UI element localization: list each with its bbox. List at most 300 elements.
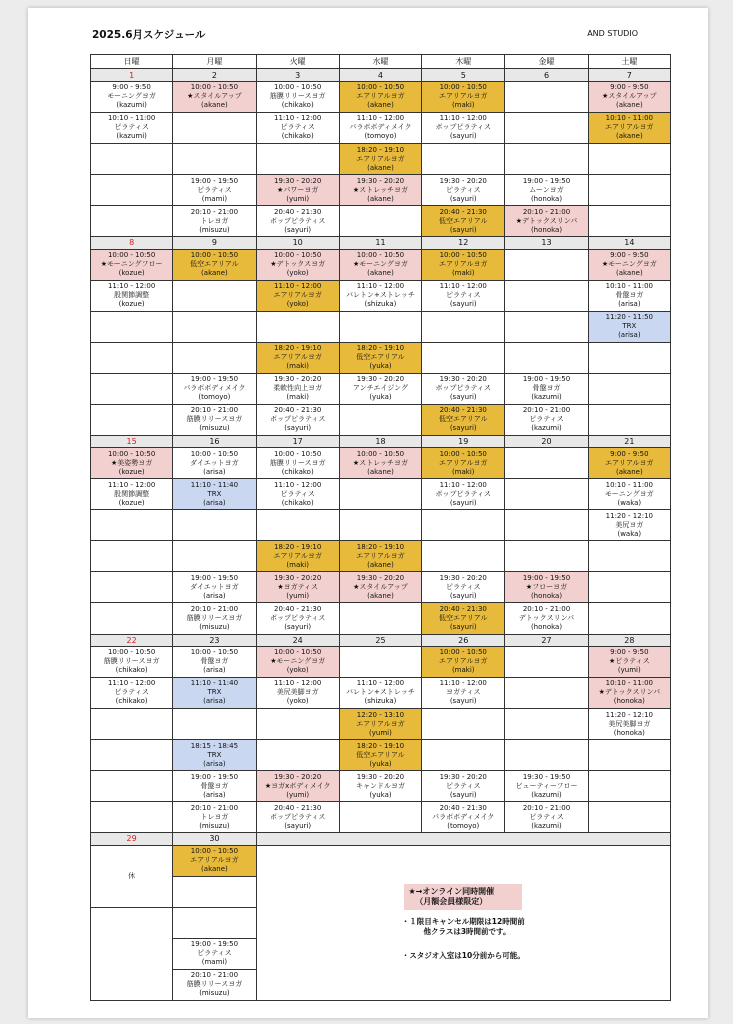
class-cell — [173, 175, 256, 206]
class-cell — [91, 81, 173, 112]
class-cell — [91, 404, 173, 435]
instructor-name: (yumi) — [286, 591, 310, 600]
class-name: ピラティス — [446, 291, 481, 300]
date-row — [91, 435, 671, 447]
class-cell — [339, 646, 421, 677]
class-time: 19:00 - 19:50 — [190, 940, 239, 949]
class-name: 美尻ヨガ — [615, 520, 644, 529]
instructor-name: (arisa) — [618, 300, 641, 309]
instructor-name: (tomoyo) — [364, 132, 397, 141]
class-cell — [505, 802, 588, 833]
online-note-line: ★→オンライン同時開催 — [408, 887, 495, 897]
class-cell — [588, 479, 670, 510]
online-note-line: （月額会員様限定） — [415, 897, 488, 907]
class-time: 10:00 - 10:50 — [356, 83, 405, 92]
entry-note-line: ・スタジオ入室は10分前から可能。 — [401, 951, 525, 961]
weekday-header: 水曜 — [339, 55, 421, 69]
instructor-name: (sayuri) — [449, 194, 477, 203]
class-time: 20:40 - 21:30 — [439, 207, 487, 216]
class-time: 18:20 - 19:10 — [356, 542, 405, 551]
instructor-name: (maki) — [451, 666, 475, 675]
instructor-name: (tomoyo) — [198, 393, 231, 402]
weekday-header: 土曜 — [588, 55, 670, 69]
class-name: ボップピラティス — [435, 384, 491, 393]
class-cell — [588, 677, 670, 708]
class-cell — [256, 479, 339, 510]
class-time: 19:00 - 19:50 — [190, 375, 239, 384]
class-cell — [339, 709, 421, 740]
class-time: 20:10 - 21:00 — [522, 604, 571, 613]
class-name: ★スタイルアップ — [602, 92, 657, 101]
class-row — [91, 404, 671, 435]
date-cell: 28 — [588, 634, 670, 646]
class-cell — [256, 603, 339, 634]
class-name: パラボボディメイク — [183, 384, 246, 393]
class-cell — [422, 740, 505, 771]
class-cell — [422, 677, 505, 708]
schedule-page — [28, 8, 708, 1018]
class-time: 10:00 - 10:50 — [439, 251, 487, 260]
instructor-name: (yoko) — [286, 300, 309, 309]
instructor-name: (misuzu) — [199, 989, 230, 998]
class-cell — [173, 677, 256, 708]
class-time: 19:30 - 20:20 — [439, 375, 487, 384]
class-name: TRX — [207, 688, 222, 697]
class-row — [91, 206, 671, 237]
class-name: エアリアルヨガ — [605, 458, 654, 467]
class-name: ボップピラティス — [435, 123, 491, 132]
instructor-name: (chikako) — [281, 132, 314, 141]
class-name: ダイエットヨガ — [190, 458, 239, 467]
class-name: ★モーニングヨガ — [601, 260, 657, 269]
class-cell — [173, 969, 256, 1000]
instructor-name: (akane) — [367, 560, 394, 569]
class-cell — [422, 249, 505, 280]
class-cell — [339, 206, 421, 237]
instructor-name: (akane) — [367, 194, 394, 203]
instructor-name: (chikako) — [281, 101, 314, 110]
class-time: 11:20 - 11:50 — [605, 313, 653, 322]
instructor-name: (kozue) — [118, 269, 145, 278]
class-time: 18:15 - 18:45 — [190, 741, 239, 750]
class-cell — [256, 280, 339, 311]
class-cell — [256, 771, 339, 802]
class-name: 筋膜リリースヨガ — [269, 92, 326, 101]
class-row — [91, 448, 671, 479]
class-name: TRX — [207, 489, 222, 498]
date-cell: 11 — [339, 237, 421, 249]
date-cell: 30 — [173, 833, 256, 845]
class-cell — [339, 572, 421, 603]
instructor-name: (sayuri) — [449, 424, 477, 433]
class-name: 筋膜リリースヨガ — [186, 415, 243, 424]
class-time: 11:10 - 12:00 — [439, 282, 487, 291]
class-cell — [91, 175, 173, 206]
instructor-name: (honoka) — [530, 194, 563, 203]
studio-name: AND STUDIO — [587, 29, 638, 38]
class-cell — [173, 510, 256, 541]
weekday-header: 木曜 — [422, 55, 505, 69]
class-name: ビューティーフロー — [515, 781, 578, 790]
class-row — [91, 373, 671, 404]
instructor-name: (yumi) — [286, 790, 310, 799]
class-time: 19:00 - 19:50 — [522, 573, 571, 582]
instructor-name: (akane) — [367, 591, 394, 600]
class-row — [91, 603, 671, 634]
instructor-name: (sayuri) — [449, 790, 477, 799]
class-cell — [505, 709, 588, 740]
class-cell — [256, 572, 339, 603]
date-cell: 2 — [173, 69, 256, 81]
date-cell: 9 — [173, 237, 256, 249]
class-time: 11:10 - 11:40 — [190, 480, 239, 489]
class-cell — [505, 646, 588, 677]
date-cell: 8 — [91, 237, 173, 249]
instructor-name: (yuka) — [369, 393, 392, 402]
date-cell: 26 — [422, 634, 505, 646]
class-time: 10:00 - 10:50 — [107, 449, 156, 458]
date-cell: 16 — [173, 435, 256, 447]
class-cell — [422, 311, 505, 342]
class-name: エアリアルヨガ — [605, 123, 654, 132]
class-cell — [173, 373, 256, 404]
class-cell — [173, 845, 256, 876]
instructor-name: (sayuri) — [449, 591, 477, 600]
class-name: ピラティス — [529, 812, 564, 821]
class-name: エアリアルヨガ — [356, 719, 405, 728]
class-cell — [422, 143, 505, 174]
class-cell — [173, 938, 256, 969]
class-cell — [256, 112, 339, 143]
class-cell — [588, 112, 670, 143]
class-cell — [91, 311, 173, 342]
class-time: 11:10 - 12:00 — [356, 679, 405, 688]
class-cell — [505, 541, 588, 572]
class-cell — [505, 280, 588, 311]
class-cell — [339, 510, 421, 541]
class-name: 骨盤ヨガ — [200, 781, 229, 790]
class-name: 低空エアリアル — [356, 353, 405, 362]
instructor-name: (kozue) — [118, 467, 145, 476]
instructor-name: (arisa) — [203, 759, 226, 768]
class-time: 20:10 - 21:00 — [522, 207, 571, 216]
instructor-name: (tomoyo) — [447, 821, 480, 830]
class-name: ★美姿勢ヨガ — [110, 458, 153, 467]
class-cell — [173, 876, 256, 907]
instructor-name: (akane) — [367, 101, 394, 110]
instructor-name: (akane) — [367, 467, 394, 476]
class-name: エアリアルヨガ — [273, 551, 322, 560]
class-name: TRX — [207, 750, 222, 759]
class-row — [91, 311, 671, 342]
class-time: 10:10 - 11:00 — [605, 480, 653, 489]
class-name: ピラティス — [446, 185, 481, 194]
class-row — [91, 280, 671, 311]
class-time: 20:10 - 21:00 — [190, 971, 239, 980]
class-time: 18:20 - 19:10 — [356, 741, 405, 750]
class-name: 美尻美脚ヨガ — [276, 688, 319, 697]
class-name: ★モーニングヨガ — [270, 657, 326, 666]
class-name: ボップピラティス — [269, 613, 326, 622]
class-name: ムーンヨガ — [529, 185, 564, 194]
instructor-name: (sayuri) — [449, 132, 477, 141]
instructor-name: (kazumi) — [116, 132, 147, 141]
instructor-name: (kazumi) — [531, 393, 562, 402]
date-cell: 14 — [588, 237, 670, 249]
class-time: 12:20 - 13:10 — [356, 710, 405, 719]
instructor-name: (maki) — [451, 467, 475, 476]
class-cell — [256, 448, 339, 479]
class-cell — [173, 249, 256, 280]
instructor-name: (kozue) — [118, 498, 145, 507]
class-cell — [588, 143, 670, 174]
class-cell — [588, 81, 670, 112]
instructor-name: (sayuri) — [449, 498, 477, 507]
class-cell — [256, 373, 339, 404]
class-time: 10:00 - 10:50 — [274, 251, 322, 260]
class-name: キャンドルヨガ — [355, 781, 405, 790]
class-cell — [256, 311, 339, 342]
class-row — [91, 740, 671, 771]
instructor-name: (yuka) — [369, 362, 392, 371]
class-cell — [256, 404, 339, 435]
instructor-name: (kazumi) — [531, 821, 562, 830]
instructor-name: (yumi) — [286, 194, 310, 203]
instructor-name: (sayuri) — [449, 622, 477, 631]
date-cell: 22 — [91, 634, 173, 646]
class-cell — [173, 404, 256, 435]
class-name: エアリアルヨガ — [356, 154, 405, 163]
class-time: 20:10 - 21:00 — [522, 406, 571, 415]
class-name: エアリアルヨガ — [356, 551, 405, 560]
class-time: 10:00 - 10:50 — [356, 251, 405, 260]
class-time: 19:30 - 20:20 — [356, 375, 405, 384]
class-cell — [256, 175, 339, 206]
instructor-name: (sayuri) — [449, 697, 477, 706]
class-time: 20:10 - 21:00 — [190, 604, 239, 613]
class-cell — [173, 541, 256, 572]
date-cell: 1 — [91, 69, 173, 81]
class-name: ★ヨガxボディメイク — [264, 781, 331, 790]
instructor-name: (akane) — [201, 865, 228, 874]
class-name: ★フローヨガ — [525, 582, 568, 591]
date-cell: 6 — [505, 69, 588, 81]
date-cell: 7 — [588, 69, 670, 81]
class-cell — [588, 373, 670, 404]
class-name: モーニングヨガ — [107, 92, 156, 101]
class-time: 20:40 - 21:30 — [439, 406, 487, 415]
instructor-name: (maki) — [451, 101, 475, 110]
class-name: 低空エアリアル — [190, 260, 239, 269]
class-name: ★モーニングフロー — [100, 260, 163, 269]
weekday-header-row — [91, 55, 671, 69]
class-time: 20:40 - 21:30 — [274, 604, 322, 613]
class-name: ピラティス — [197, 185, 232, 194]
class-name: ヨガティス — [446, 688, 481, 697]
class-row — [91, 479, 671, 510]
class-cell — [339, 404, 421, 435]
instructor-name: (kozue) — [118, 300, 145, 309]
class-cell — [256, 541, 339, 572]
class-cell — [173, 572, 256, 603]
class-cell — [256, 677, 339, 708]
instructor-name: (maki) — [286, 560, 309, 569]
class-time: 11:10 - 12:00 — [439, 114, 487, 123]
class-cell — [339, 740, 421, 771]
instructor-name: (chikako) — [115, 666, 148, 675]
class-time: 19:30 - 20:20 — [274, 573, 322, 582]
class-cell — [505, 603, 588, 634]
class-cell — [91, 280, 173, 311]
class-cell — [588, 603, 670, 634]
instructor-name: (chikako) — [281, 467, 314, 476]
class-cell — [173, 448, 256, 479]
date-cell: 18 — [339, 435, 421, 447]
class-time: 10:00 - 10:50 — [274, 648, 322, 657]
instructor-name: (waka) — [617, 498, 642, 507]
class-cell — [422, 404, 505, 435]
class-row — [91, 249, 671, 280]
class-row — [91, 709, 671, 740]
class-cell — [91, 802, 173, 833]
class-cell — [422, 280, 505, 311]
class-cell — [588, 771, 670, 802]
class-name: ★デトックスリンパ — [515, 216, 578, 225]
class-time: 19:30 - 20:20 — [274, 176, 322, 185]
instructor-name: (arisa) — [203, 498, 226, 507]
class-time: 11:10 - 12:00 — [107, 282, 156, 291]
class-name: ボップピラティス — [269, 216, 326, 225]
date-cell: 20 — [505, 435, 588, 447]
class-cell — [339, 373, 421, 404]
instructor-name: (maki) — [451, 269, 475, 278]
class-cell — [588, 572, 670, 603]
class-cell — [91, 709, 173, 740]
class-cell — [505, 740, 588, 771]
class-name: ★デトックスヨガ — [270, 260, 326, 269]
class-cell — [588, 740, 670, 771]
instructor-name: (sayuri) — [449, 225, 477, 234]
class-row — [91, 510, 671, 541]
class-cell — [588, 206, 670, 237]
class-name: 股関節調整 — [114, 489, 150, 498]
class-time: 19:30 - 19:50 — [522, 772, 571, 781]
class-time: 19:30 - 20:20 — [439, 772, 487, 781]
class-time: 20:40 - 21:30 — [274, 207, 322, 216]
class-time: 19:00 - 19:50 — [522, 375, 571, 384]
class-row — [91, 342, 671, 373]
page-title: 2025.6月スケジュール — [92, 29, 206, 41]
class-time: 20:40 - 21:30 — [439, 604, 487, 613]
instructor-name: (chikako) — [281, 498, 314, 507]
class-cell — [422, 81, 505, 112]
class-cell — [588, 249, 670, 280]
notes-cell — [256, 845, 670, 1000]
class-cell — [339, 603, 421, 634]
class-row — [91, 771, 671, 802]
instructor-name: (honoka) — [530, 225, 563, 234]
sunday-empty-cell — [91, 907, 173, 1000]
instructor-name: (akane) — [615, 467, 643, 476]
class-name: エアリアルヨガ — [273, 353, 322, 362]
date-row-blank — [256, 833, 670, 845]
class-name: 低空エアリアル — [356, 750, 405, 759]
class-cell — [91, 249, 173, 280]
instructor-name: (akane) — [367, 269, 394, 278]
class-time: 11:10 - 12:00 — [439, 480, 487, 489]
class-cell — [422, 342, 505, 373]
class-cell — [256, 342, 339, 373]
class-time: 19:00 - 19:50 — [190, 573, 239, 582]
date-cell: 10 — [256, 237, 339, 249]
instructor-name: (shizuka) — [364, 697, 397, 706]
class-time: 11:20 - 12:10 — [605, 511, 653, 520]
class-cell — [505, 311, 588, 342]
instructor-name: (kazumi) — [116, 101, 147, 110]
class-cell — [173, 479, 256, 510]
class-name: アンチエイジング — [352, 384, 409, 393]
class-cell — [505, 81, 588, 112]
date-cell: 29 — [91, 833, 173, 845]
class-time: 10:10 - 11:00 — [605, 679, 653, 688]
class-row — [91, 81, 671, 112]
instructor-name: (misuzu) — [199, 225, 230, 234]
class-cell — [339, 249, 421, 280]
instructor-name: (yumi) — [369, 728, 392, 737]
class-name: 筋膜リリースヨガ — [186, 613, 243, 622]
instructor-name: (maki) — [286, 393, 309, 402]
class-name: 筋膜リリースヨガ — [269, 458, 326, 467]
class-name: ピラティス — [446, 781, 481, 790]
class-cell — [422, 802, 505, 833]
instructor-name: (arisa) — [618, 331, 641, 340]
class-name: ★ストレッチヨガ — [352, 185, 409, 194]
class-cell — [588, 510, 670, 541]
class-cell — [422, 448, 505, 479]
class-cell — [588, 646, 670, 677]
class-name: ダイエットヨガ — [190, 582, 239, 591]
instructor-name: (honoka) — [613, 728, 645, 737]
class-time: 11:10 - 11:40 — [190, 679, 239, 688]
class-cell — [505, 175, 588, 206]
class-cell — [173, 206, 256, 237]
instructor-name: (sayuri) — [449, 300, 477, 309]
instructor-name: (chikako) — [115, 697, 148, 706]
class-cell — [91, 112, 173, 143]
class-cell — [91, 342, 173, 373]
instructor-name: (mami) — [201, 958, 228, 967]
date-row — [91, 237, 671, 249]
class-time: 9:00 - 9:50 — [610, 251, 649, 260]
class-name: 骨盤ヨガ — [532, 384, 561, 393]
class-cell — [173, 646, 256, 677]
class-cell — [505, 404, 588, 435]
class-cell — [588, 280, 670, 311]
class-cell — [173, 143, 256, 174]
class-cell — [256, 740, 339, 771]
class-cell — [256, 646, 339, 677]
class-cell — [505, 479, 588, 510]
class-time: 10:00 - 10:50 — [439, 83, 487, 92]
instructor-name: (akane) — [201, 269, 228, 278]
class-cell — [91, 771, 173, 802]
class-name: エアリアルヨガ — [439, 92, 488, 101]
class-name: 低空エアリアル — [439, 613, 488, 622]
class-name: ★ヨガティス — [277, 582, 319, 591]
class-cell — [339, 541, 421, 572]
class-name: ピラティス — [197, 949, 232, 958]
class-cell — [339, 677, 421, 708]
